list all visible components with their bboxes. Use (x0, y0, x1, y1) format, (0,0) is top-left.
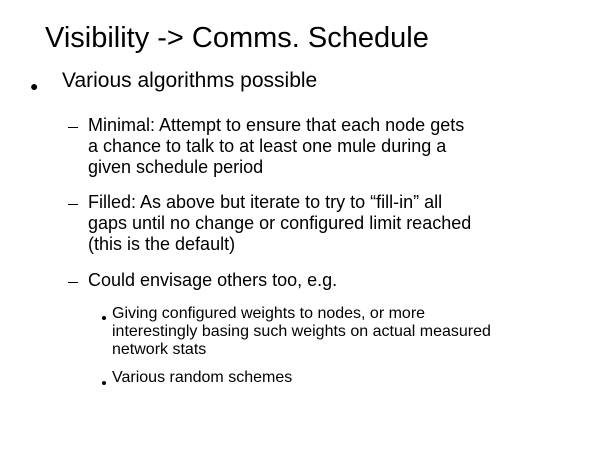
bullet-dot-icon (102, 381, 106, 385)
text-line: gaps until no change or configured limit reached (88, 213, 472, 233)
bullet-dot-icon (102, 316, 106, 320)
text-line: Filled: As above but iterate to try to “fill-in” all (88, 192, 443, 212)
dash-icon (68, 282, 78, 283)
slide-title: Visibility -> Comms. Schedule (45, 22, 429, 54)
dash-icon (68, 204, 78, 205)
sub-bullet-text (88, 192, 588, 255)
sub-sub-bullet-text (112, 305, 582, 359)
text-line: (this is the default) (88, 234, 236, 254)
text-line: interestingly basing such weights on actual measured (112, 323, 491, 340)
dash-icon (68, 127, 78, 128)
bullet-dot-icon: ● (30, 78, 39, 94)
text-line: Giving configured weights to nodes, or more (112, 305, 426, 322)
bullet-text: Various algorithms possible (62, 69, 318, 92)
sub-bullet-text (88, 270, 588, 291)
sub-bullet-text (88, 115, 588, 178)
text-line: network stats (112, 341, 207, 358)
text-line: Minimal: Attempt to ensure that each node gets (88, 115, 465, 135)
sub-sub-bullet-text (112, 369, 582, 387)
text-line: Various random schemes (112, 369, 293, 386)
text-line: a chance to talk to at least one mule during a (88, 136, 447, 156)
text-line: given schedule period (88, 157, 264, 177)
text-line: Could envisage others too, e.g. (88, 270, 338, 290)
